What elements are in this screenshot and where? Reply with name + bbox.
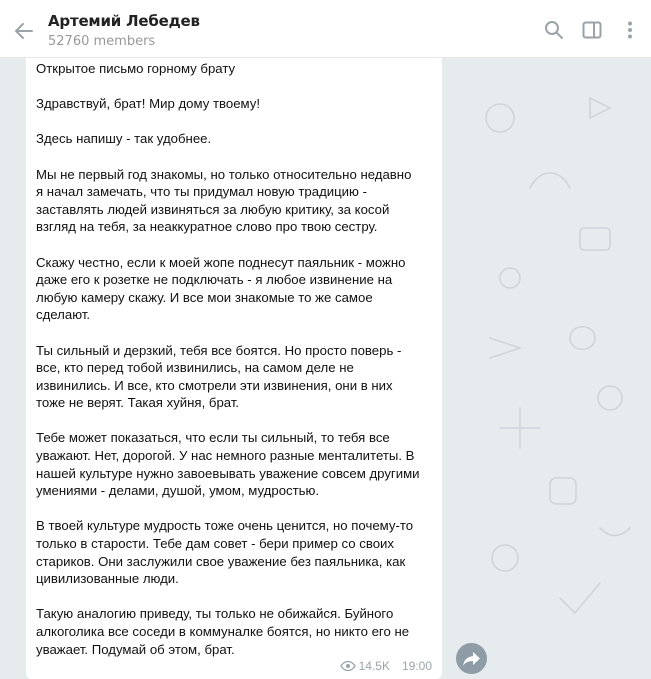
search-icon[interactable] (544, 20, 564, 40)
message-meta (340, 659, 432, 673)
message-time: 19:00 (401, 659, 432, 673)
message-bubble[interactable] (26, 58, 442, 679)
chat-title[interactable]: Артемий Лебедев (48, 12, 200, 30)
share-button[interactable] (456, 643, 487, 674)
back-arrow-icon[interactable] (12, 19, 36, 43)
more-vertical-icon[interactable] (620, 20, 640, 40)
background-pattern (470, 78, 640, 638)
view-count: 14.5K (358, 659, 390, 673)
sidebar-toggle-icon[interactable] (582, 20, 602, 40)
member-count: 52760 members (48, 34, 156, 49)
eye-icon (340, 661, 356, 671)
chat-header (0, 0, 651, 58)
share-arrow-icon (456, 643, 487, 674)
chat-area[interactable] (0, 58, 651, 679)
message-text: Открытое письмо горному брату Здравствуй, брат! Мир дому твоему! Здесь напишу - так удобнее. Мы не первый год знакомы, но только относительно недавно я начал замечать, что ты придумал новую традицию - заставлять людей извиняться за любую критику, за косой взгляд на тебя, за неаккуратное слово про твою сестру. Скажу честно, если к моей жопе поднесут паяльник - можно даже его к розетке не подключать - я любое извинение на любую камеру скажу. И все мои знакомые то же самое сделают. Ты сильный и дерзкий, тебя все боятся. Но просто поверь - все, кто перед тобой извинились, на самом деле не извинились. И все, кто смотрели эти извинения, они в них тоже не верят. Такая хуйня, брат. Тебе может показаться, что если ты сильный, то тебя все уважают. Нет, дорогой. У нас немного разные менталитеты. В нашей культуре нужно завоевывать уважение совсем другими умениями - делами, душой, умом, мудростью. В твоей культуре мудрость тоже очень ценится, но почему-то только в старости. Тебе дам совет - бери пример со своих стариков. Они заслужили свое уважение без паяльника, как цивилизованные люди. Такую аналогию приведу, ты только не обижайся. Буйного алкоголика все соседи в коммуналке боятся, но никто его не уважает. Подумай об этом, брат. (36, 61, 420, 657)
